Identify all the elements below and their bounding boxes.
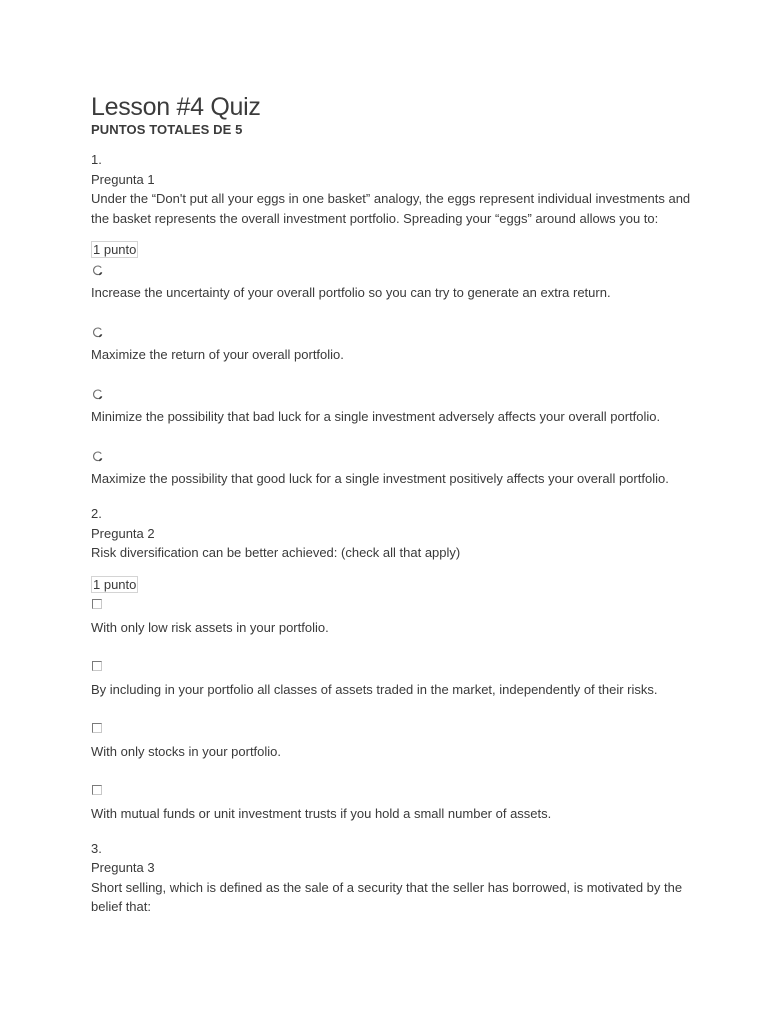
answer-option <box>91 596 691 637</box>
checkbox[interactable] <box>92 723 102 733</box>
question-number: 2. <box>91 506 102 521</box>
question-label: Pregunta 2 <box>91 525 155 541</box>
radio-button[interactable] <box>92 389 103 400</box>
option-text: Maximize the possibility that good luck for a single investment positively affects your overall portfolio. <box>91 471 669 486</box>
radio-button[interactable] <box>92 327 103 338</box>
question-text: Risk diversification can be better achieved: (check all that apply) <box>91 545 461 560</box>
option-text: Increase the uncertainty of your overall portfolio so you can try to generate an extra return. <box>91 285 611 300</box>
option-text: With only stocks in your portfolio. <box>91 743 282 759</box>
option-text: With mutual funds or unit investment trusts if you hold a small number of assets. <box>91 805 552 821</box>
option-text: Minimize the possibility that bad luck for a single investment adversely affects your overall portfolio. <box>91 409 661 424</box>
checkbox[interactable] <box>92 785 102 795</box>
answer-option <box>91 323 691 364</box>
total-points: PUNTOS TOTALES DE 5 <box>91 122 243 137</box>
option-text: With only low risk assets in your portfolio. <box>91 619 329 635</box>
question-3 <box>91 839 691 917</box>
option-text: By including in your portfolio all classes of assets traded in the market, independently of their risks. <box>91 681 658 697</box>
answer-option <box>91 658 691 699</box>
answer-option <box>91 447 691 488</box>
answer-option <box>91 261 691 302</box>
question-2 <box>91 504 691 823</box>
answer-option <box>91 720 691 761</box>
question-label: Pregunta 1 <box>91 171 155 187</box>
answer-option <box>91 782 691 823</box>
question-number: 3. <box>91 840 102 856</box>
checkbox[interactable] <box>92 599 102 609</box>
question-1 <box>91 150 691 488</box>
option-text: Maximize the return of your overall portfolio. <box>91 347 344 362</box>
quiz-page <box>91 92 691 930</box>
question-text: Under the “Don't put all your eggs in one basket” analogy, the eggs represent individual investments and the basket represents the overall investment portfolio. Spreading your “eggs” around allows you to: <box>91 191 691 226</box>
radio-button[interactable] <box>92 265 103 276</box>
answer-option <box>91 385 691 426</box>
question-number: 1. <box>91 152 102 167</box>
question-text: Short selling, which is defined as the sale of a security that the seller has borrowed, is motivated by the belief that: <box>91 879 683 914</box>
checkbox[interactable] <box>92 661 102 671</box>
points-badge: 1 punto <box>93 576 137 592</box>
points-badge: 1 punto <box>93 242 137 257</box>
radio-button[interactable] <box>92 451 103 462</box>
page-title: Lesson #4 Quiz <box>91 93 261 121</box>
question-label: Pregunta 3 <box>91 860 155 875</box>
